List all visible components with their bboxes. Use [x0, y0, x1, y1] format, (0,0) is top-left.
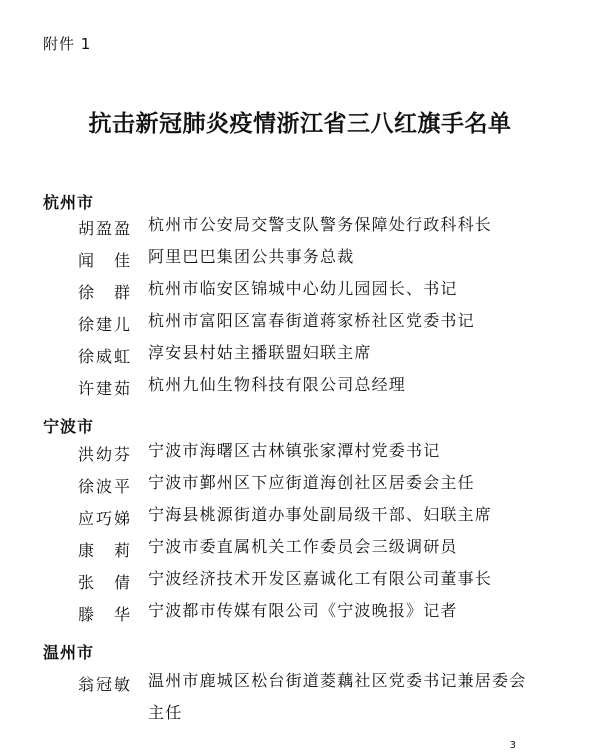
person-name: 徐建儿	[78, 315, 130, 334]
person-position: 宁波市鄞州区下应街道海创社区居委会主任	[148, 473, 475, 492]
person-position: 杭州九仙生物科技有限公司总经理	[148, 375, 407, 394]
person-name: 应巧娣	[78, 509, 130, 528]
person-position: 杭州市公安局交警支队警务保障处行政科科长	[148, 215, 493, 234]
person-position: 阿里巴巴集团公共事务总裁	[148, 247, 355, 266]
person-position: 宁波市海曙区古林镇张家潭村党委书记	[148, 441, 441, 460]
person-position: 宁波经济技术开发区嘉诚化工有限公司董事长	[148, 569, 493, 588]
list-item	[0, 602, 600, 634]
person-position: 宁波市委直属机关工作委员会三级调研员	[148, 537, 458, 556]
person-position: 杭州市临安区锦城中心幼儿园园长、书记	[148, 279, 458, 298]
person-name: 翁冠敏	[78, 675, 130, 694]
person-name: 闻 佳	[78, 251, 130, 270]
person-name: 徐 群	[78, 283, 130, 302]
person-name: 张 倩	[78, 573, 130, 592]
person-name: 洪幼芬	[78, 445, 130, 464]
city-heading-hangzhou: 杭州市	[43, 193, 95, 212]
person-position: 宁波都市传媒有限公司《宁波晚报》记者	[148, 601, 458, 620]
person-position: 杭州市富阳区富春街道蒋家桥社区党委书记	[148, 311, 475, 330]
document-title: 抗击新冠肺炎疫情浙江省三八红旗手名单	[88, 110, 512, 137]
person-position: 温州市鹿城区松台街道菱藕社区党委书记兼居委会主任	[148, 671, 527, 722]
city-heading-ningbo: 宁波市	[43, 417, 95, 436]
city-heading-wenzhou: 温州市	[43, 643, 95, 662]
person-name: 徐威虹	[78, 347, 130, 366]
person-name: 徐波平	[78, 477, 130, 496]
list-item	[0, 672, 600, 736]
person-name: 许建茹	[78, 379, 130, 398]
list-item	[0, 376, 600, 408]
attachment-label: 附件 1	[43, 35, 92, 53]
person-position: 淳安县村姑主播联盟妇联主席	[148, 343, 372, 362]
page-number: 3	[509, 740, 516, 751]
person-name: 康 莉	[78, 541, 130, 560]
person-name: 滕 华	[78, 605, 130, 624]
person-name: 胡盈盈	[78, 219, 130, 238]
person-position: 宁海县桃源街道办事处副局级干部、妇联主席	[148, 505, 493, 524]
